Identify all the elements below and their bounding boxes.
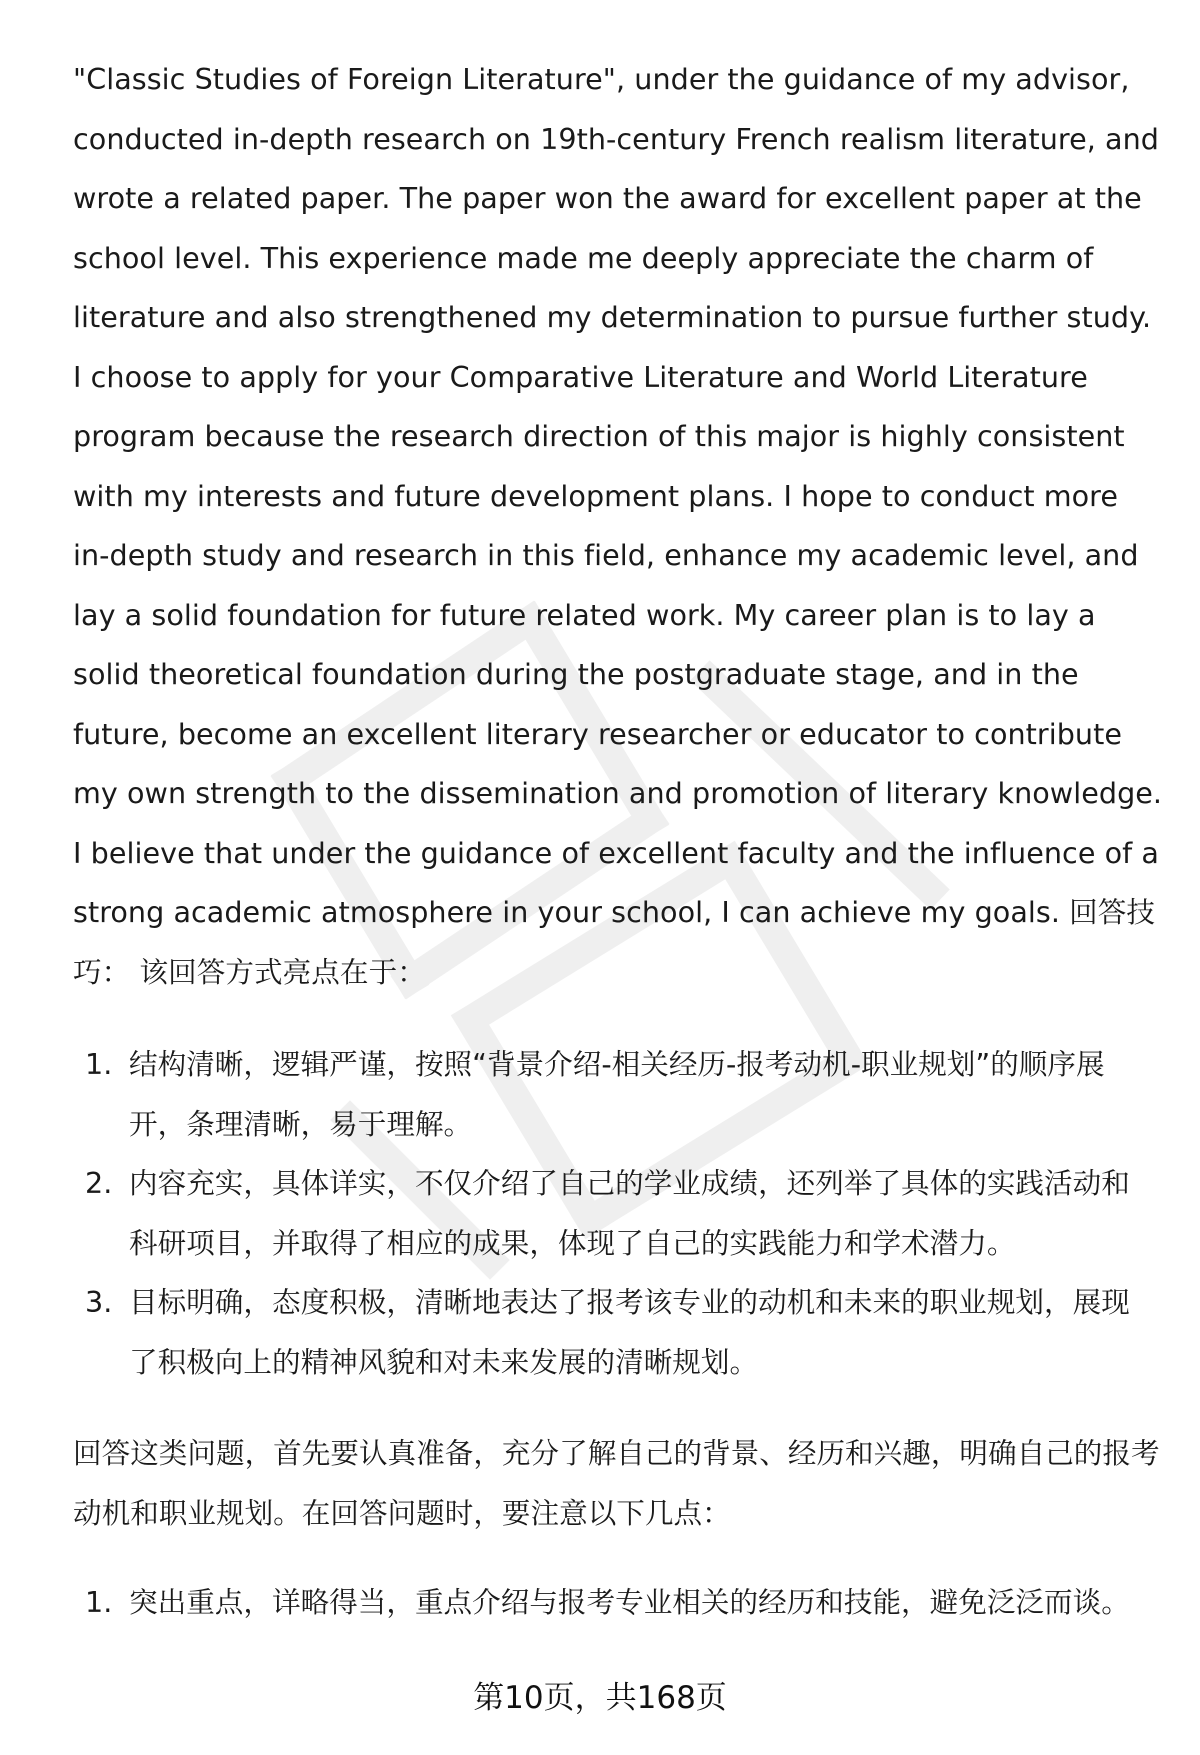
list-item-number: 1.	[85, 1047, 113, 1081]
body-paragraph: "Classic Studies of Foreign Literature", under the guidance of my advisor, conducted in-depth research on 19th-century French realism literature, and wrote a related paper. The paper won the award for excellent paper at the school level. This experience made me deeply appreciate the charm of literature and also strengthened my determination to pursue further study. I choose to apply for your Comparative Literature and World Literature program because the research direction of this major is highly consistent with my interests and future development plans. I hope to conduct more in-depth study and research in this field, enhance my academic level, and lay a solid foundation for future related work. My career plan is to lay a solid theoretical foundation during the postgraduate stage, and in the future, become an excellent literary researcher or educator to contribute my own strength to the dissemination and promotion of literary knowledge. I believe that under the guidance of excellent faculty and the influence of a strong academic atmosphere in your school, I can achieve my goals. 回答技巧： 该回答方式亮点在于：	[73, 62, 1163, 989]
list-item	[73, 1035, 1153, 1154]
list-item-text: 结构清晰，逻辑严谨，按照“背景介绍-相关经历-报考动机-职业规划”的顺序展开，条理清晰，易于理解。	[129, 1047, 1105, 1141]
list-item	[73, 1273, 1153, 1392]
list-item-text: 目标明确，态度积极，清晰地表达了报考该专业的动机和未来的职业规划，展现了积极向上的精神风貌和对未来发展的清晰规划。	[129, 1285, 1130, 1379]
advice-paragraph: 回答这类问题，首先要认真准备，充分了解自己的背景、经历和兴趣，明确自己的报考动机和职业规划。在回答问题时，要注意以下几点：	[73, 1436, 1160, 1530]
tips-list	[73, 1573, 1153, 1633]
list-item-text: 突出重点，详略得当，重点介绍与报考专业相关的经历和技能，避免泛泛而谈。	[129, 1585, 1130, 1619]
list-item-number: 2.	[85, 1166, 113, 1200]
page-number: 第10页，共168页	[473, 1680, 727, 1716]
list-item-text: 内容充实，具体详实，不仅介绍了自己的学业成绩，还列举了具体的实践活动和科研项目，并取得了相应的成果，体现了自己的实践能力和学术潜力。	[129, 1166, 1130, 1260]
list-item-number: 1.	[85, 1585, 113, 1619]
highlights-list	[73, 1035, 1153, 1392]
list-item	[73, 1573, 1153, 1633]
list-item-number: 3.	[85, 1285, 113, 1319]
list-item	[73, 1154, 1153, 1273]
